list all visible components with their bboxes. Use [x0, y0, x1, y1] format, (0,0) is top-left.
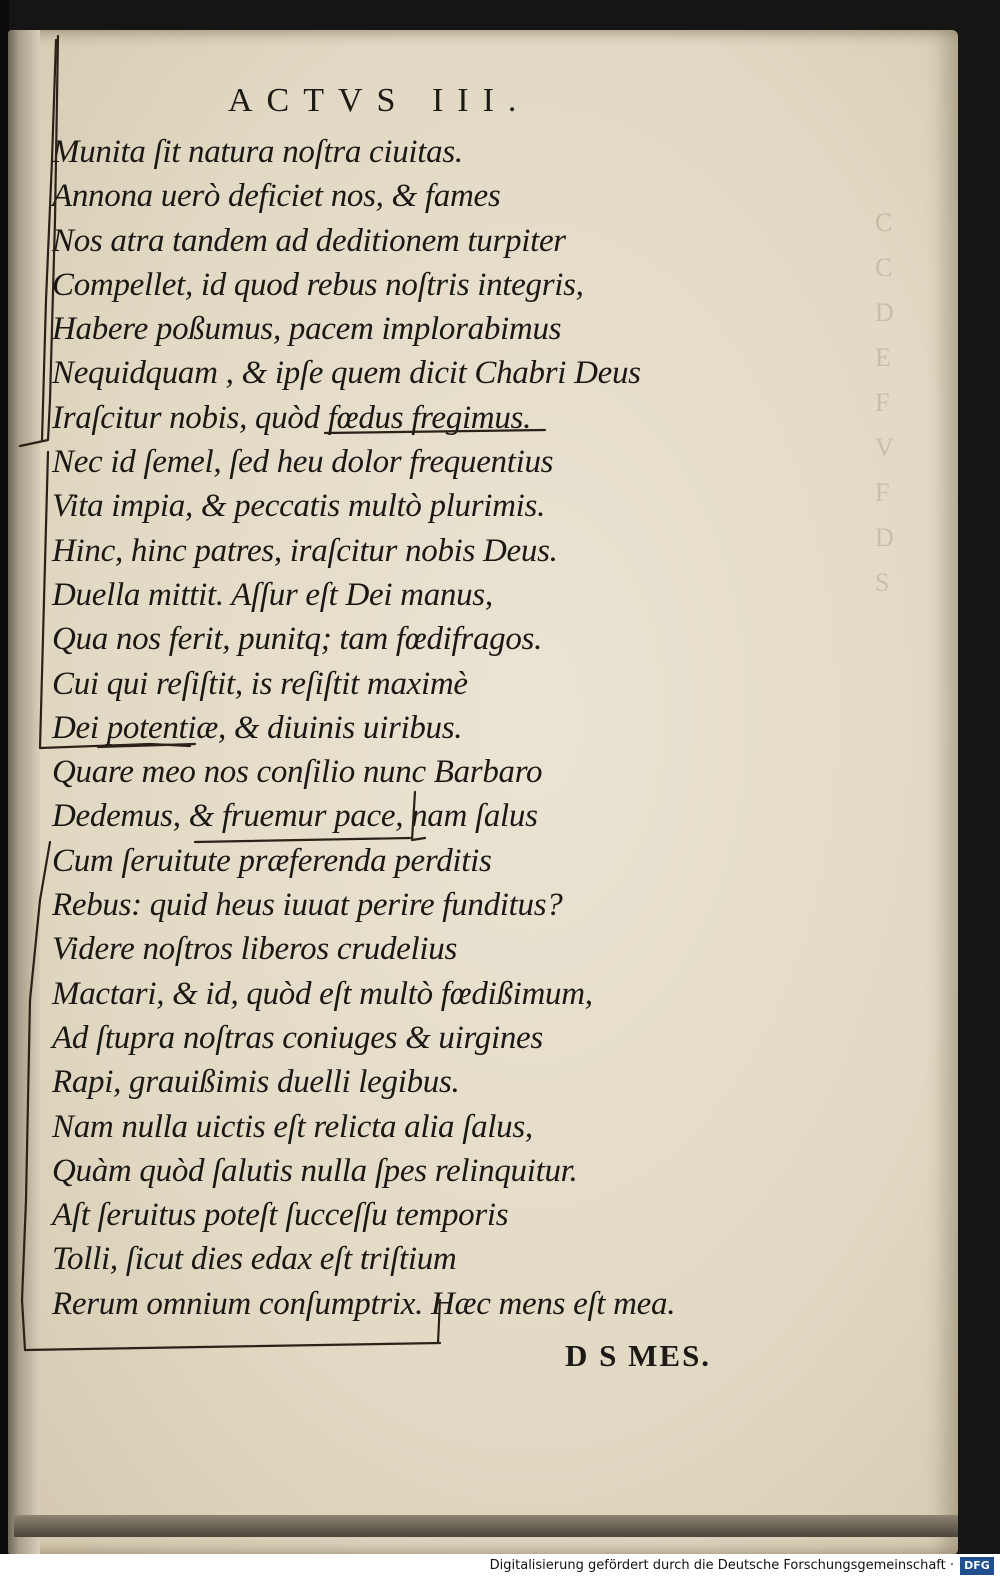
dfg-logo: DFG [960, 1557, 994, 1575]
page-bottom-edge [14, 1515, 958, 1537]
verse-line: Nam nulla uictis eſt relicta alia ſalus, [52, 1108, 533, 1145]
verse-line: Qua nos ferit, punitq; tam fœdifragos. [52, 621, 543, 658]
verse-line: Videre noſtros liberos crudelius [52, 931, 457, 968]
verse-line: Annona uerò deficiet nos, & fames [52, 178, 501, 215]
verse-line: Aſt ſeruitus poteſt ſucceſſu temporis [52, 1197, 509, 1234]
verse-line: Cum ſeruitute præferenda perditis [52, 842, 492, 879]
page-gutter [8, 30, 40, 1555]
verse-line: Rerum omnium conſumptrix. Hæc mens eſt mea. [52, 1285, 676, 1322]
verse-line: Ad ſtupra noſtras coniuges & uirgines [52, 1019, 543, 1056]
verse-line: Quàm quòd ſalutis nulla ſpes relinquitur. [52, 1152, 578, 1189]
verse-line: Compellet, id quod rebus noſtris integris, [52, 266, 584, 303]
running-head: ACTVS III. [228, 82, 531, 119]
verse-line: Vita impia, & peccatis multò plurimis. [52, 488, 546, 525]
verse-line: Munita ſit natura noſtra ciuitas. [52, 134, 463, 170]
verse-line: Nequidquam , & ipſe quem dicit Chabri Deus [52, 355, 641, 392]
verse-line: Rapi, grauißimis duelli legibus. [52, 1064, 460, 1101]
verse-line: Habere poßumus, pacem implorabimus [52, 311, 562, 348]
verse-line: Dedemus, & fruemur pace, nam ſalus [52, 798, 538, 835]
verse-line: Nec id ſemel, ſed heu dolor frequentius [52, 444, 554, 481]
verse-line: Mactari, & id, quòd eſt multò fœdißimum, [52, 975, 593, 1012]
verse-block [52, 130, 912, 1326]
show-through-text: C C D E F V F D S [875, 208, 894, 597]
verse-line: Rebus: quid heus iuuat perire funditus? [52, 887, 563, 924]
verse-line: Duella mittit. Aſſur eſt Dei manus, [52, 576, 493, 613]
catchword: D S MES. [565, 1338, 712, 1373]
verse-line: Cui qui reſiſtit, is reſiſtit maximè [52, 665, 468, 702]
verse-line: Iraſcitur nobis, quòd fœdus fregimus. [52, 399, 532, 436]
verse-line: Nos atra tandem ad deditionem turpiter [52, 222, 566, 259]
verse-line: Hinc, hinc patres, iraſcitur nobis Deus. [52, 532, 558, 569]
funding-notice: Digitalisierung gefördert durch die Deutsche Forschungsgemeinschaft · [489, 1558, 954, 1573]
verse-line: Dei potentiæ, & diuinis uiribus. [52, 709, 463, 746]
verse-line: Tolli, ſicut dies edax eſt triſtium [52, 1241, 457, 1278]
verse-line: Quare meo nos conſilio nunc Barbaro [52, 754, 543, 791]
footer-bar [0, 1554, 1000, 1579]
